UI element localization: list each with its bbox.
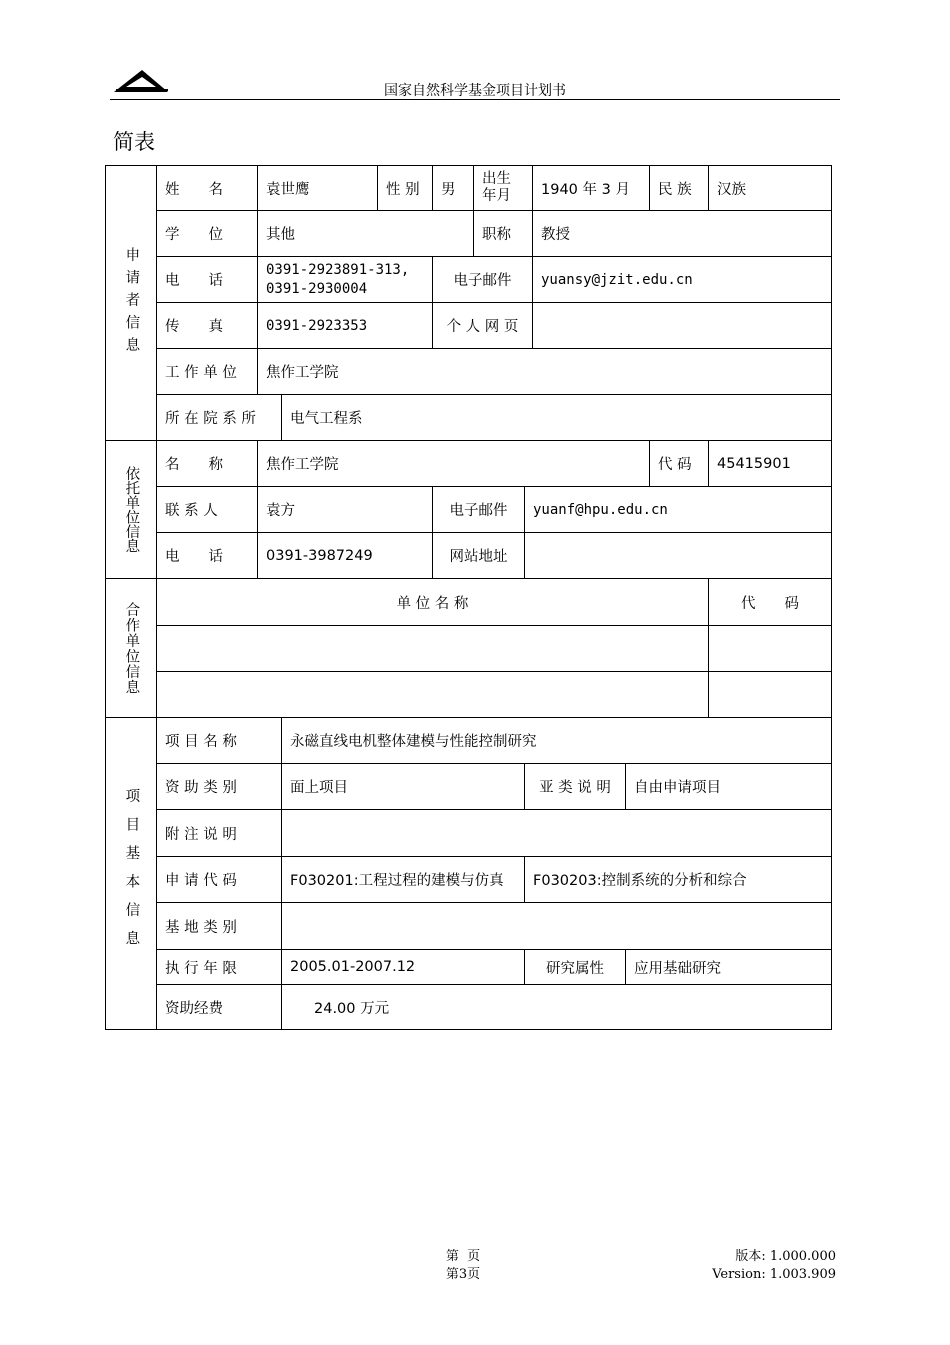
applicant-group-text: 申请者信息	[123, 246, 140, 360]
apply-code-label-cell	[156, 856, 282, 903]
fax-value-cell	[257, 302, 433, 349]
page-line-1: 第 页	[445, 1249, 481, 1264]
birth-label-cell	[473, 165, 533, 211]
project-name-value-cell	[281, 717, 832, 764]
partner-code-header-cell	[708, 578, 832, 626]
phone-value-cell	[257, 256, 433, 303]
version-cn: 版本: 1.000.000	[735, 1249, 836, 1264]
degree-value-cell	[257, 210, 474, 257]
title-label-cell	[473, 210, 533, 257]
birth-value-cell	[532, 165, 650, 211]
department-label: 所 在 院 系 所	[165, 411, 256, 427]
header-title: 国家自然科学基金项目计划书	[384, 83, 566, 99]
email-value-cell	[532, 256, 832, 303]
host-email-value: yuanf@hpu.edu.cn	[533, 501, 668, 518]
homepage-label-cell	[432, 302, 533, 349]
employer-value-cell	[257, 348, 832, 395]
funds-value: 24.00 万元	[314, 1000, 390, 1017]
employer-value: 焦作工学院	[266, 365, 339, 381]
project-name-label-cell	[156, 717, 282, 764]
ethnicity-label: 民 族	[658, 181, 692, 198]
ethnicity-value: 汉族	[717, 181, 746, 198]
project-name-value: 永磁直线电机整体建模与性能控制研究	[290, 734, 537, 750]
partner-code-header: 代 码	[741, 595, 799, 612]
funding-type-label-cell	[156, 763, 282, 810]
host-group-text: 依托单位信息	[123, 466, 140, 553]
subtype-label: 亚 类 说 明	[539, 780, 611, 796]
degree-value: 其他	[266, 227, 295, 243]
base-label-cell	[156, 902, 282, 950]
partner-name-header: 单 位 名 称	[396, 595, 469, 612]
funding-type-value-cell	[281, 763, 525, 810]
apply-code-2: F030203:控制系统的分析和综合	[533, 873, 747, 889]
host-code-label-cell	[649, 440, 709, 487]
gender-value-cell	[432, 165, 474, 211]
ethnicity-value-cell	[708, 165, 832, 211]
email-label: 电子邮件	[453, 273, 512, 289]
host-email-label-cell	[432, 486, 525, 533]
version-info	[690, 1248, 836, 1284]
host-phone-label-cell	[156, 532, 258, 579]
partner-group-label	[105, 578, 157, 718]
email-value: yuansy@jzit.edu.cn	[541, 271, 693, 288]
host-name-label-cell	[156, 440, 258, 487]
attribute-label-cell	[524, 949, 626, 985]
project-name-label: 项 目 名 称	[165, 734, 237, 750]
department-value: 电气工程系	[290, 411, 363, 427]
fax-value: 0391-2923353	[266, 317, 368, 334]
partner-row-1-code-cell	[708, 625, 832, 672]
partner-row-1-name-cell	[156, 625, 709, 672]
period-value: 2005.01-2007.12	[290, 959, 416, 975]
title-value-cell	[532, 210, 832, 257]
host-contact-label: 联 系 人	[165, 503, 218, 519]
employer-label-cell	[156, 348, 258, 395]
host-phone-value: 0391-3987249	[266, 547, 373, 564]
notes-label-cell	[156, 809, 282, 857]
host-email-value-cell	[524, 486, 832, 533]
host-contact-value-cell	[257, 486, 433, 533]
host-name-label: 名 称	[165, 457, 223, 473]
partner-row-2-name-cell	[156, 671, 709, 718]
period-label-cell	[156, 949, 282, 985]
phone-value-2: 0391-2930004	[266, 280, 368, 297]
homepage-label: 个 人 网 页	[446, 319, 519, 335]
host-code-value: 45415901	[717, 455, 791, 472]
host-contact-label-cell	[156, 486, 258, 533]
funds-label: 资助经费	[165, 1000, 223, 1017]
phone-value-1: 0391-2923891-313,	[266, 262, 410, 279]
degree-label-cell	[156, 210, 258, 257]
degree-label: 学 位	[165, 227, 223, 243]
host-email-label: 电子邮件	[449, 503, 508, 519]
attribute-value-cell	[625, 949, 832, 985]
host-code-label: 代 码	[658, 457, 692, 473]
subtype-value-cell	[625, 763, 832, 810]
funding-type-label: 资 助 类 别	[165, 780, 237, 796]
birth-label: 出生年月	[482, 170, 511, 204]
host-phone-value-cell	[257, 532, 433, 579]
department-label-cell	[156, 394, 282, 441]
apply-code-label: 申 请 代 码	[165, 873, 237, 889]
applicant-group-label	[105, 165, 157, 441]
partner-name-header-cell	[156, 578, 709, 626]
apply-code-1: F030201:工程过程的建模与仿真	[290, 873, 504, 889]
partner-row-2-code-cell	[708, 671, 832, 718]
gender-label-cell	[377, 165, 433, 211]
host-group-label	[105, 440, 157, 579]
host-name-value: 焦作工学院	[266, 457, 339, 473]
funds-value-cell	[281, 984, 832, 1030]
header-divider	[110, 99, 840, 100]
base-value-cell	[281, 902, 832, 950]
base-label: 基 地 类 别	[165, 919, 237, 936]
partner-group-text: 合作单位信息	[123, 601, 140, 695]
version-en: Version: 1.003.909	[712, 1267, 836, 1282]
subtype-label-cell	[524, 763, 626, 810]
section-title: 简表	[113, 130, 155, 154]
page-number	[420, 1248, 506, 1284]
period-value-cell	[281, 949, 525, 985]
employer-label: 工 作 单 位	[165, 365, 237, 381]
page-line-2: 第3页	[445, 1267, 481, 1282]
host-contact-value: 袁方	[266, 503, 295, 519]
title-value: 教授	[541, 227, 570, 243]
birth-value: 1940 年 3 月	[541, 181, 630, 198]
name-label: 姓 名	[165, 181, 223, 198]
homepage-value-cell	[532, 302, 832, 349]
phone-label: 电 话	[165, 273, 223, 289]
name-value: 袁世鹰	[266, 181, 310, 198]
funding-type-value: 面上项目	[290, 780, 348, 796]
attribute-value: 应用基础研究	[634, 960, 721, 977]
phone-label-cell	[156, 256, 258, 303]
name-label-cell	[156, 165, 258, 211]
email-label-cell	[432, 256, 533, 303]
apply-code-2-cell	[524, 856, 832, 903]
period-label: 执 行 年 限	[165, 960, 237, 977]
attribute-label: 研究属性	[546, 960, 604, 977]
project-group-label	[105, 717, 157, 1030]
subtype-value: 自由申请项目	[634, 780, 721, 796]
project-group-text: 项目基本信息	[123, 788, 140, 959]
title-label: 职称	[482, 227, 511, 243]
gender-label: 性 别	[386, 181, 420, 198]
ethnicity-label-cell	[649, 165, 709, 211]
host-website-label-cell	[432, 532, 525, 579]
host-code-value-cell	[708, 440, 832, 487]
department-value-cell	[281, 394, 832, 441]
host-website-value-cell	[524, 532, 832, 579]
notes-value-cell	[281, 809, 832, 857]
host-name-value-cell	[257, 440, 650, 487]
host-phone-label: 电 话	[165, 549, 223, 565]
notes-label: 附 注 说 明	[165, 826, 237, 843]
fax-label: 传 真	[165, 319, 223, 335]
fax-label-cell	[156, 302, 258, 349]
host-website-label: 网站地址	[449, 549, 508, 565]
apply-code-1-cell	[281, 856, 525, 903]
gender-value: 男	[441, 181, 456, 198]
name-value-cell	[257, 165, 378, 211]
funds-label-cell	[156, 984, 282, 1030]
